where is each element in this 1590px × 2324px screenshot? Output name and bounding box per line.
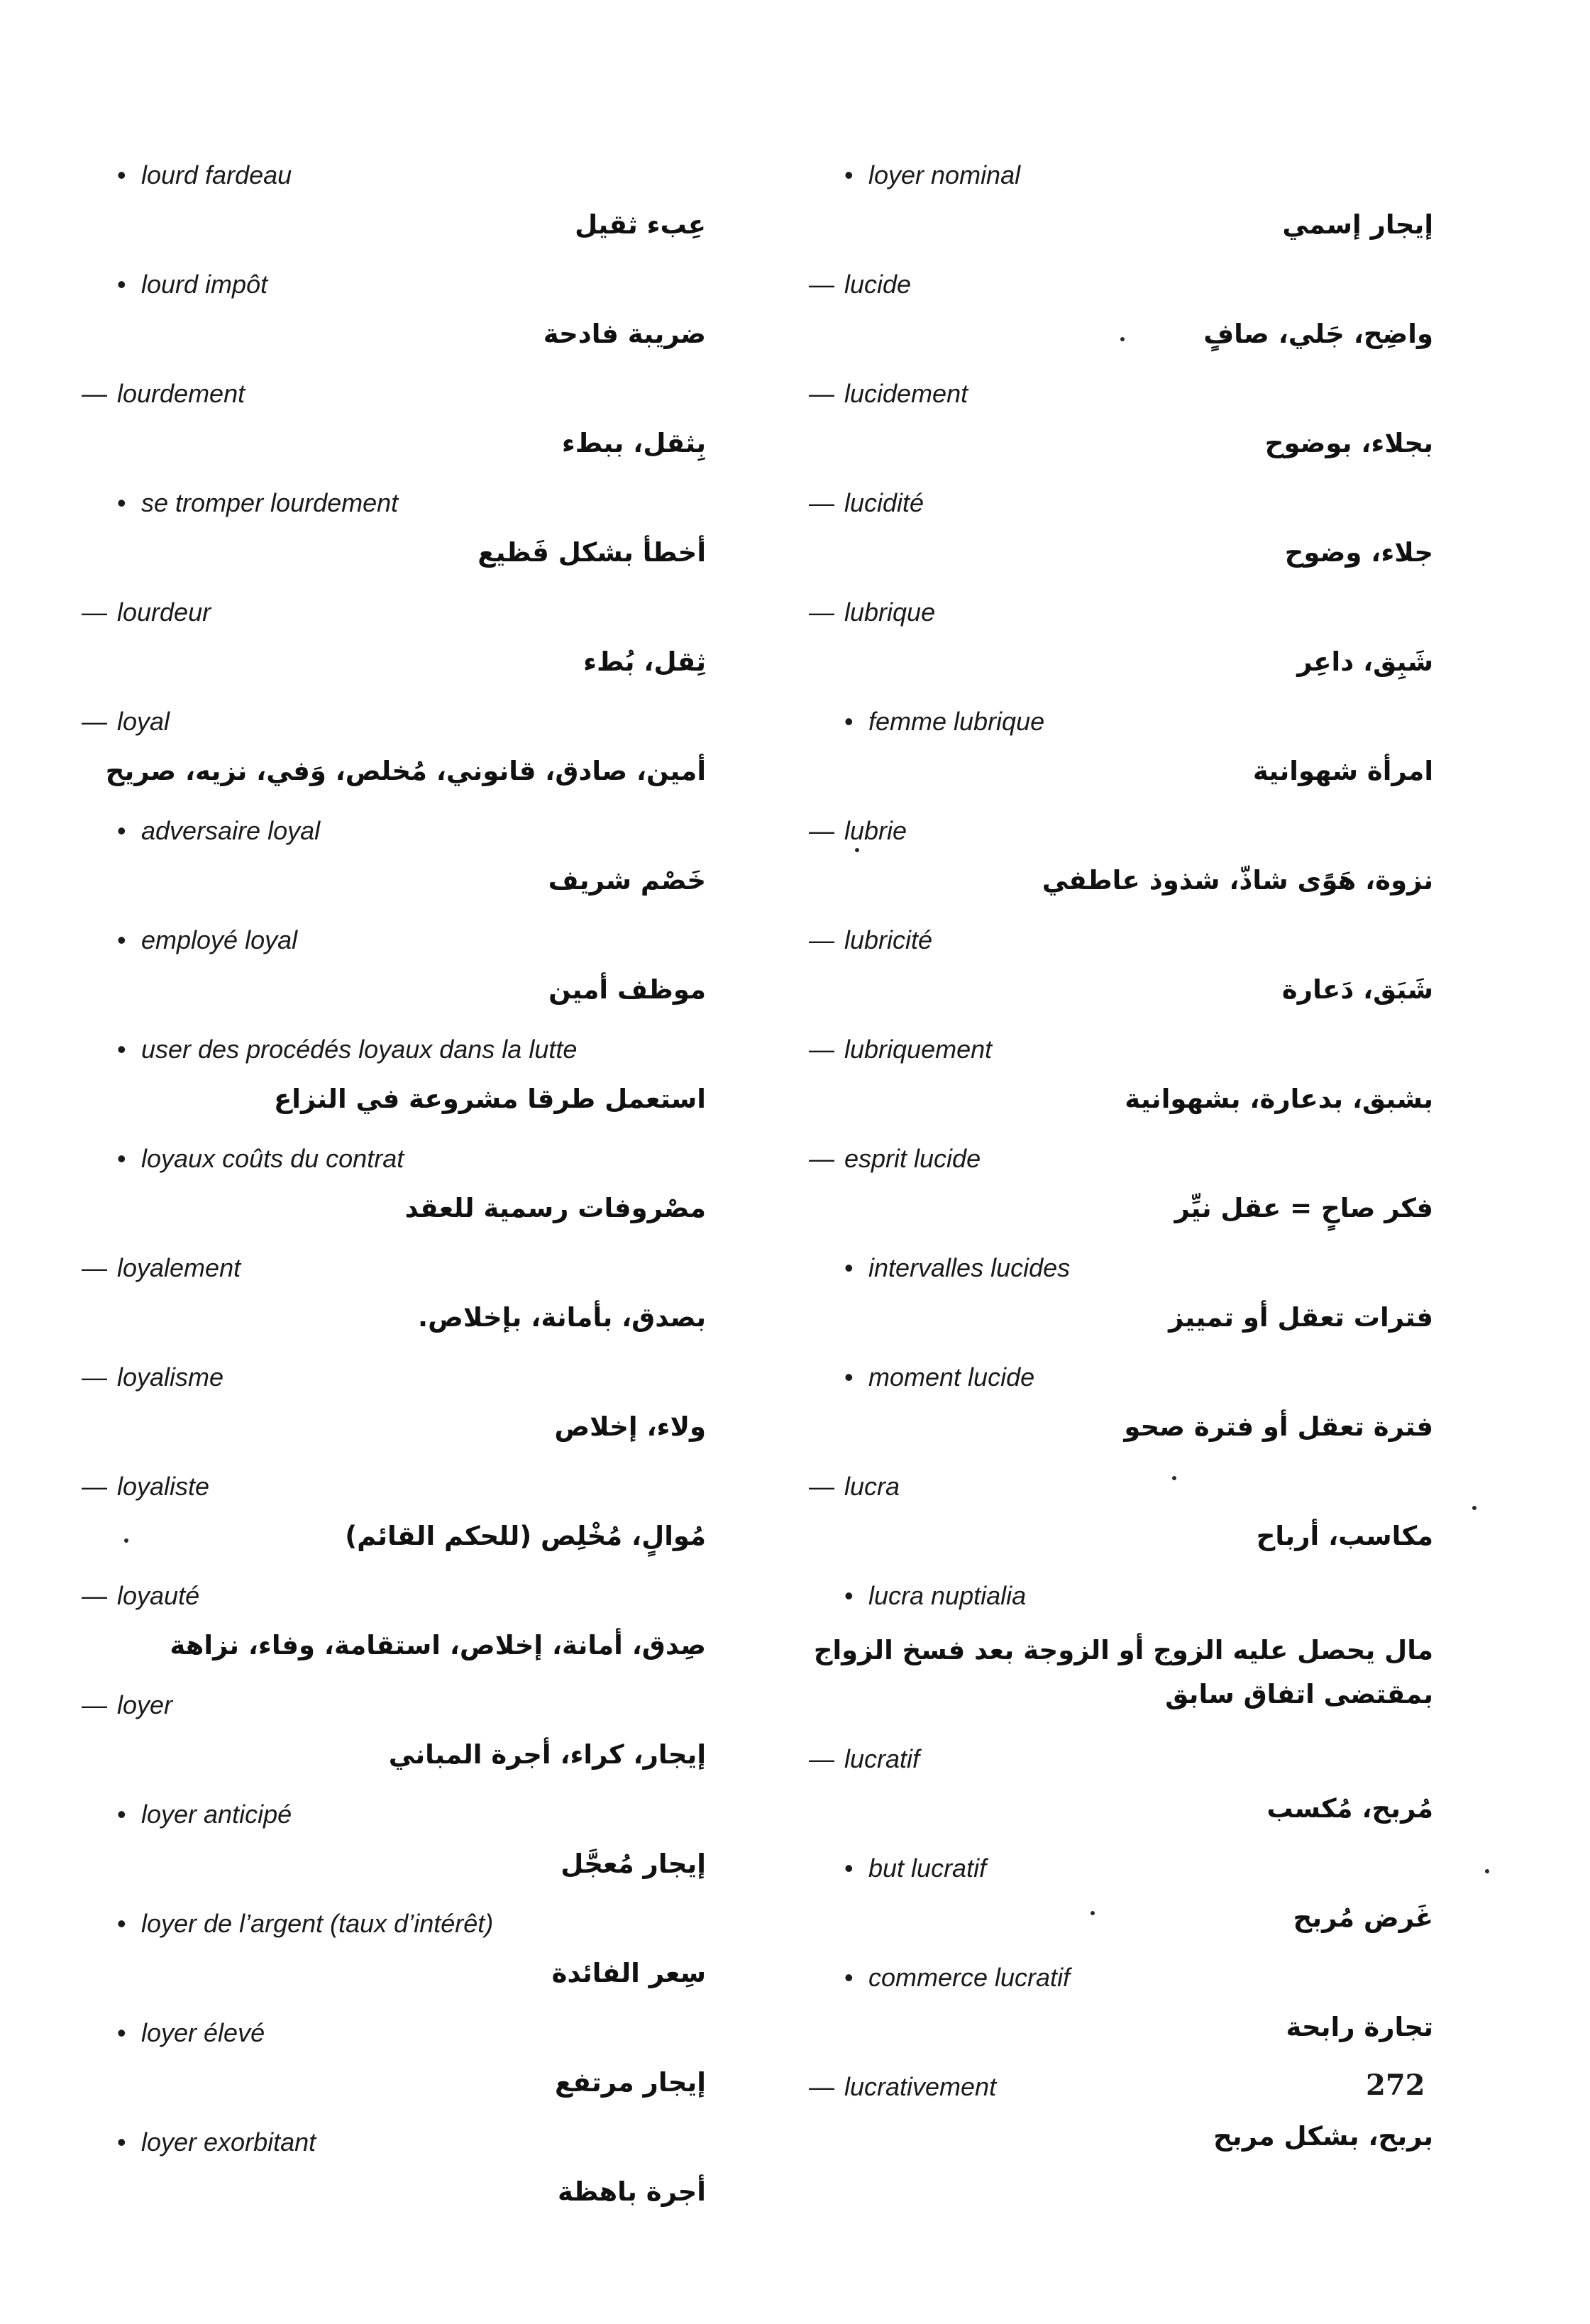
dictionary-entry [82, 1799, 706, 1881]
arabic-translation: واضِح، جَلي، صافٍ [1203, 319, 1433, 349]
bullet-marker: • [844, 160, 854, 189]
french-term: lubrique [844, 597, 936, 627]
dash-marker: — [809, 1144, 834, 1173]
bullet-marker: • [117, 925, 126, 954]
arabic-translation: بِثقل، ببطء [561, 428, 706, 458]
bullet-marker: • [117, 488, 126, 517]
dictionary-entry [809, 1962, 1433, 2044]
arabic-translation: أمين، صادق، قانوني، مُخلص، وَفي، نزيه، صريح [105, 756, 706, 786]
dictionary-entry [809, 925, 1433, 1007]
arabic-translation: شَبِق، داعِر [1297, 646, 1433, 677]
dictionary-entry [82, 269, 706, 351]
dash-marker: — [82, 1581, 107, 1610]
arabic-translation: إيجار مُعجَّل [561, 1849, 706, 1879]
dictionary-entry [809, 1580, 1433, 1717]
headword [809, 2071, 1433, 2103]
arabic-translation: بصدق، بأمانة، بإخلاص. [418, 1302, 706, 1333]
sub-entry [809, 1962, 1433, 1993]
french-term: lubrie [844, 816, 907, 845]
sub-entry [82, 2017, 706, 2049]
arabic-translation: ضريبة فادحة [543, 319, 706, 349]
page-number: 272 [1366, 2069, 1425, 2102]
bullet-marker: • [117, 2127, 126, 2157]
dictionary-entry [82, 378, 706, 461]
french-term: loyer nominal [868, 160, 1021, 189]
scan-speck [855, 848, 859, 852]
dash-marker: — [82, 1362, 107, 1392]
arabic-translation: بجلاء، بوضوح [1264, 428, 1433, 458]
bullet-marker: • [117, 1144, 126, 1173]
bullet-marker: • [117, 1909, 126, 1938]
french-term: but lucratif [868, 1854, 987, 1883]
scan-speck [1091, 1911, 1095, 1915]
dictionary-entry [82, 2017, 706, 2100]
dictionary-entry [82, 1690, 706, 1772]
dictionary-entry [82, 1362, 706, 1444]
dash-marker: — [809, 1035, 834, 1064]
bullet-marker: • [844, 1253, 854, 1282]
french-term: lucra [844, 1472, 900, 1501]
sub-entry [82, 488, 706, 519]
sub-entry [82, 1143, 706, 1174]
dictionary-entry [809, 160, 1433, 242]
scan-speck [124, 1538, 128, 1543]
arabic-translation: خَصْم شريف [548, 865, 706, 896]
headword [82, 597, 706, 628]
french-term: lourdeur [117, 597, 211, 627]
arabic-translation: سِعر الفائدة [551, 1958, 706, 1988]
french-term: employé loyal [141, 925, 298, 954]
french-term: adversaire loyal [141, 816, 321, 845]
dash-marker: — [82, 707, 107, 736]
dash-marker: — [809, 816, 834, 845]
french-term: loyaux coûts du contrat [141, 1144, 404, 1173]
french-term: lucrativement [844, 2072, 997, 2101]
french-term: lucra nuptialia [868, 1581, 1027, 1610]
french-term: moment lucide [868, 1362, 1035, 1392]
dictionary-entry [809, 378, 1433, 461]
dictionary-entry [82, 2127, 706, 2209]
headword [809, 597, 1433, 628]
headword [809, 815, 1433, 847]
french-term: loyer [117, 1690, 173, 1719]
arabic-translation: عِبء ثقيل [575, 209, 706, 240]
headword [82, 1252, 706, 1284]
arabic-translation: أخطأ بشكل فَظيع [477, 537, 706, 568]
dictionary-entry [82, 1252, 706, 1335]
sub-entry [82, 2127, 706, 2158]
headword [809, 488, 1433, 519]
arabic-translation: ولاء، إخلاص [554, 1411, 706, 1442]
dash-marker: — [809, 2072, 834, 2101]
arabic-translation: إيجار، كراء، أجرة المباني [388, 1739, 706, 1770]
bullet-marker: • [844, 1854, 854, 1883]
arabic-translation: امرأة شهوانية [1252, 756, 1433, 786]
headword [82, 1471, 706, 1502]
sub-entry [82, 160, 706, 191]
headword [809, 1744, 1433, 1775]
dictionary-entry [809, 815, 1433, 898]
french-term: lourd fardeau [141, 160, 292, 189]
dictionary-entry [82, 1034, 706, 1116]
sub-entry [809, 1853, 1433, 1884]
french-term: commerce lucratif [868, 1963, 1071, 1992]
arabic-translation: غَرض مُربح [1293, 1902, 1433, 1933]
headword [809, 378, 1433, 409]
sub-entry [809, 706, 1433, 737]
arabic-translation: نزوة، هَوًى شاذّ، شذوذ عاطفي [1042, 865, 1433, 896]
french-term: lucratif [844, 1744, 920, 1773]
sub-entry [82, 269, 706, 300]
scan-speck [1472, 1506, 1476, 1510]
dictionary-entry [809, 597, 1433, 679]
sub-entry [82, 1908, 706, 1939]
dash-marker: — [809, 379, 834, 408]
arabic-translation: مكاسب، أرباح [1256, 1521, 1433, 1551]
french-term: lubricité [844, 925, 933, 954]
french-term: lucidité [844, 488, 924, 517]
arabic-translation: تجارة رابحة [1286, 2012, 1433, 2042]
bullet-marker: • [117, 1035, 126, 1064]
sub-entry [809, 1252, 1433, 1284]
french-term: user des procédés loyaux dans la lutte [141, 1035, 578, 1064]
arabic-translation: استعمل طرقا مشروعة في النزاع [273, 1084, 706, 1114]
headword [82, 1580, 706, 1612]
headword [809, 269, 1433, 300]
dictionary-entry [809, 706, 1433, 788]
arabic-translation: مصْروفات رسمية للعقد [404, 1193, 706, 1223]
scan-speck [1485, 1869, 1489, 1873]
right-column [809, 160, 1433, 2181]
headword [82, 378, 706, 409]
arabic-translation: ثِقل، بُطء [583, 646, 706, 677]
dictionary-entry [82, 1908, 706, 1990]
french-term: esprit lucide [844, 1144, 981, 1173]
french-term: femme lubrique [868, 707, 1045, 736]
sub-entry [82, 925, 706, 956]
sub-entry [82, 1799, 706, 1830]
dictionary-entry [82, 925, 706, 1007]
dictionary-entry [809, 1252, 1433, 1335]
dash-marker: — [82, 1472, 107, 1501]
french-term: loyer de l’argent (taux d’intérêt) [141, 1909, 494, 1938]
sub-entry [809, 160, 1433, 191]
left-column [82, 160, 706, 2236]
dictionary-entry [809, 2071, 1433, 2154]
dash-marker: — [809, 1744, 834, 1773]
french-term: se tromper lourdement [141, 488, 399, 517]
dictionary-entry [809, 1744, 1433, 1826]
dictionary-entry [809, 1034, 1433, 1116]
dictionary-entry [82, 1471, 706, 1553]
dash-marker: — [809, 1472, 834, 1501]
dictionary-entry [809, 1143, 1433, 1226]
french-term: loyer exorbitant [141, 2127, 316, 2157]
headword [809, 925, 1433, 956]
dash-marker: — [82, 1690, 107, 1719]
arabic-translation: جلاء، وضوح [1284, 537, 1433, 568]
french-term: lucidement [844, 379, 968, 408]
sub-entry [809, 1580, 1433, 1612]
arabic-translation: فترة تعقل أو فترة صحو [1124, 1411, 1433, 1442]
arabic-translation: فترات تعقل أو تمييز [1169, 1302, 1433, 1333]
bullet-marker: • [117, 1800, 126, 1829]
dictionary-entry [82, 488, 706, 570]
dash-marker: — [809, 597, 834, 627]
arabic-translation: بشبق، بدعارة، بشهوانية [1125, 1084, 1433, 1114]
dash-marker: — [82, 597, 107, 627]
dictionary-entry [82, 160, 706, 242]
bullet-marker: • [117, 160, 126, 189]
arabic-translation: أجرة باهظة [557, 2176, 706, 2207]
bullet-marker: • [844, 1362, 854, 1392]
sub-entry [82, 1034, 706, 1065]
bullet-marker: • [117, 2018, 126, 2047]
headword [809, 1034, 1433, 1065]
arabic-translation: شَبَق، دَعارة [1281, 974, 1433, 1005]
headword [809, 1143, 1433, 1174]
bullet-marker: • [117, 816, 126, 845]
dictionary-entry [809, 1853, 1433, 1935]
french-term: lourd impôt [141, 270, 268, 299]
dictionary-entry [82, 597, 706, 679]
sub-entry [82, 815, 706, 847]
arabic-translation: فكر صاحٍ = عقل نيِّر [1174, 1193, 1433, 1223]
arabic-translation: إيجار إسمي [1282, 209, 1433, 240]
dash-marker: — [809, 488, 834, 517]
french-term: loyaliste [117, 1472, 210, 1501]
headword [82, 706, 706, 737]
bullet-marker: • [117, 270, 126, 299]
scan-speck [1120, 337, 1125, 341]
dash-marker: — [82, 379, 107, 408]
bullet-marker: • [844, 707, 854, 736]
headword [82, 1690, 706, 1721]
bullet-marker: • [844, 1581, 854, 1610]
french-term: loyer élevé [141, 2018, 265, 2047]
arabic-translation: مال يحصل عليه الزوج أو الزوجة بعد فسخ الزواج بمقتضى اتفاق سابق [813, 1635, 1433, 1709]
dictionary-entry [809, 1471, 1433, 1553]
french-term: lucide [844, 270, 912, 299]
french-term: loyauté [117, 1581, 200, 1610]
french-term: intervalles lucides [868, 1253, 1071, 1282]
dictionary-entry [82, 706, 706, 788]
dictionary-entry [809, 1362, 1433, 1444]
french-term: loyal [117, 707, 170, 736]
headword [82, 1362, 706, 1393]
dictionary-entry [82, 1143, 706, 1226]
arabic-translation: موظف أمين [548, 974, 706, 1005]
french-term: loyalement [117, 1253, 241, 1282]
bullet-marker: • [844, 1963, 854, 1992]
arabic-translation: مُوالٍ، مُخْلِص (للحكم القائم) [345, 1521, 706, 1551]
arabic-translation: صِدق، أمانة، إخلاص، استقامة، وفاء، نزاهة [170, 1630, 706, 1661]
dictionary-entry [82, 815, 706, 898]
dictionary-entry [809, 488, 1433, 570]
arabic-translation: إيجار مرتفع [554, 2067, 706, 2098]
french-term: loyer anticipé [141, 1800, 292, 1829]
french-term: lubriquement [844, 1035, 993, 1064]
scan-speck [1172, 1476, 1176, 1480]
arabic-translation: بربح، بشكل مربح [1213, 2121, 1433, 2152]
dash-marker: — [809, 925, 834, 954]
dictionary-entry [82, 1580, 706, 1663]
dash-marker: — [82, 1253, 107, 1282]
french-term: loyalisme [117, 1362, 224, 1392]
arabic-translation: مُربح، مُكسب [1266, 1793, 1433, 1824]
sub-entry [809, 1362, 1433, 1393]
french-term: lourdement [117, 379, 245, 408]
dash-marker: — [809, 270, 834, 299]
headword [809, 1471, 1433, 1502]
